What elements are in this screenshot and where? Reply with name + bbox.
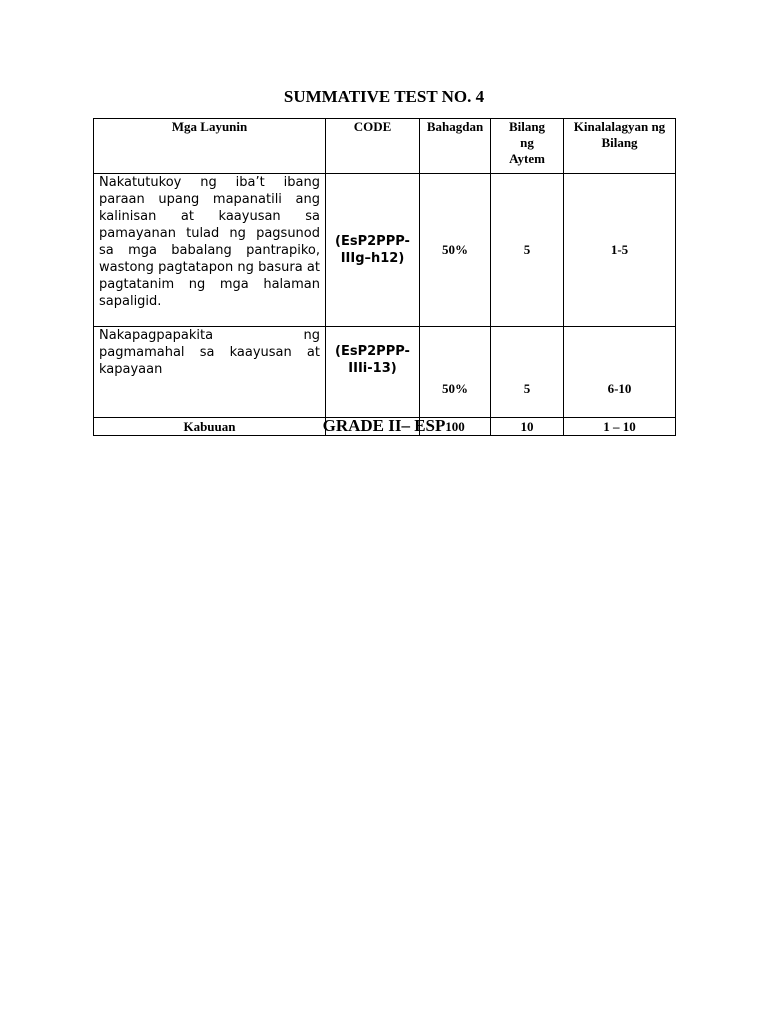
page-subtitle: GRADE II– ESP (322, 416, 446, 435)
total-placement: 1 – 10 (564, 418, 676, 436)
table-header-row (94, 119, 676, 174)
table-row (94, 327, 676, 418)
items-cell: 5 (491, 327, 564, 418)
table-row (94, 174, 676, 327)
header-code: CODE (326, 119, 420, 174)
items-cell: 5 (491, 174, 564, 327)
page-title: SUMMATIVE TEST NO. 4 (283, 87, 485, 106)
total-items: 10 (491, 418, 564, 436)
header-percent: Bahagdan (420, 119, 491, 174)
table-of-specifications (93, 118, 676, 436)
code-cell: (EsP2PPP-IIIi-13) (326, 327, 420, 418)
header-items: Bilang ng Aytem (491, 119, 564, 174)
header-placement: Kinalalagyan ng Bilang (564, 119, 676, 174)
percent-cell: 50% (420, 327, 491, 418)
total-percent: 100 (420, 418, 491, 436)
code-cell: (EsP2PPP- IIIg–h12) (326, 174, 420, 327)
objective-cell: Nakatutukoy ng iba’t ibang paraan upang mapanatili ang kalinisan at kaayusan sa pamayanan tulad ng pagsunod sa mga babalang pantrapiko, wastong pagtatapon ng basura at pagtatanim ng mga halaman sapaligid. (94, 174, 326, 327)
placement-cell: 1-5 (564, 174, 676, 327)
total-label: Kabuuan (94, 418, 326, 436)
objective-cell: Nakapagpapakita ng pagmamahal sa kaayusan at kapayaan (94, 327, 326, 418)
percent-cell: 50% (420, 174, 491, 327)
header-objectives: Mga Layunin (94, 119, 326, 174)
placement-cell: 6-10 (564, 327, 676, 418)
